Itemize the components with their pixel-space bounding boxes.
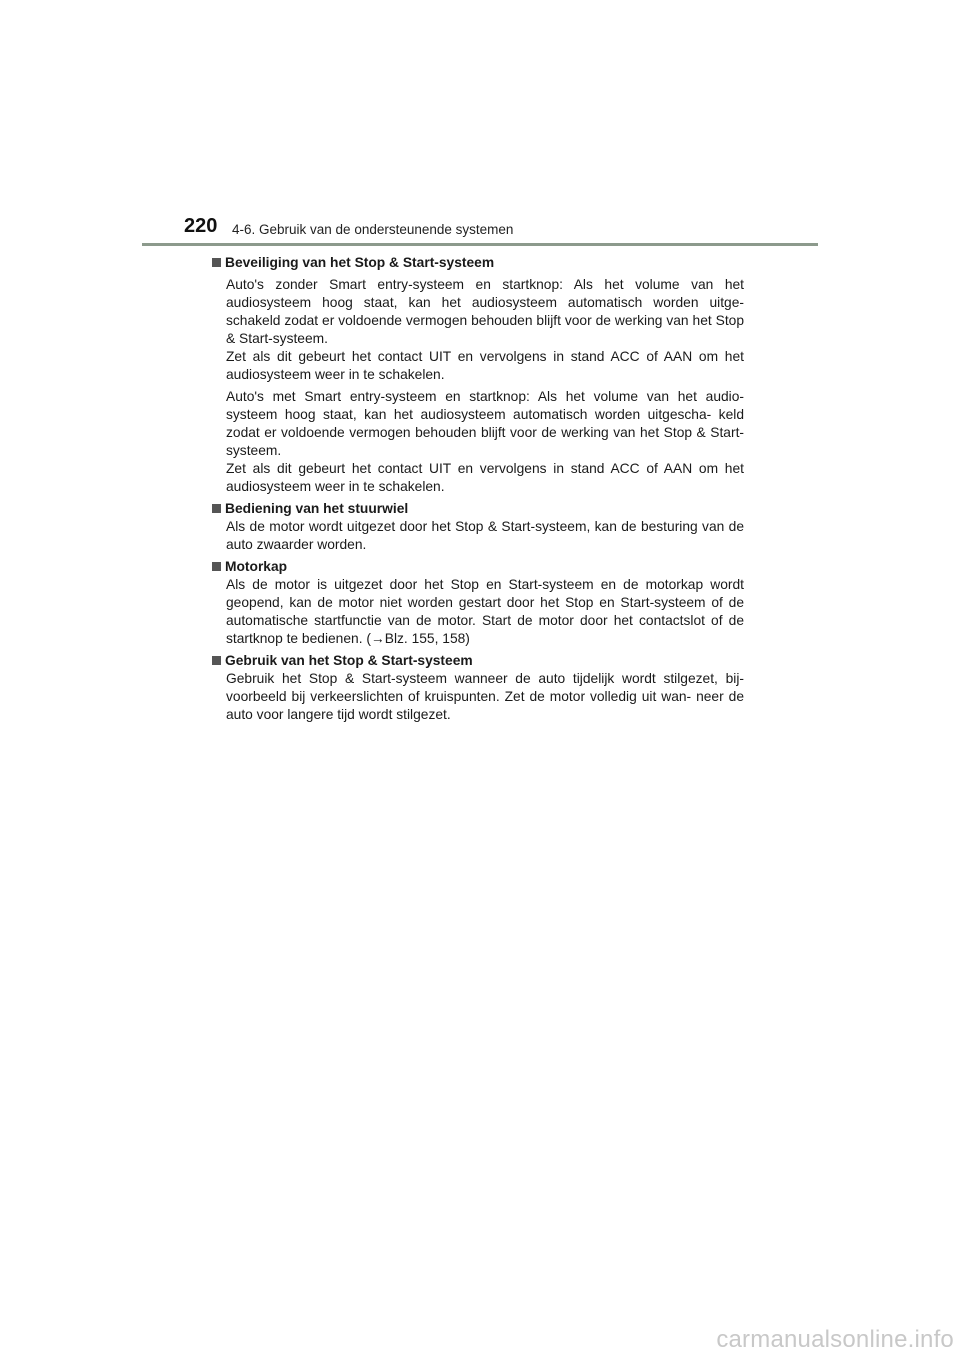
paragraph-line: Zet als dit gebeurt het contact UIT en vervolgens in stand ACC of AAN om het audiosysteem weer in te schakelen. [226, 461, 744, 494]
paragraph-line: Auto's met Smart entry-systeem en startknop: Als het volume van het audio- systeem hoog staat, kan het audiosysteem automatisch worden uitgescha- keld zodat er voldoende vermogen behouden blijft voor de werking van het Stop & Start-systeem. [226, 389, 744, 458]
section-body [212, 518, 744, 554]
section-title: Motorkap [225, 559, 288, 574]
paragraph [226, 388, 744, 496]
paragraph-line: Auto's zonder Smart entry-systeem en startknop: Als het volume van het audiosysteem hoog staat, kan het audiosysteem automatisch worden uitge- schakeld zodat er voldoende vermogen behouden blijft voor de werking van het Stop & Start-systeem. [226, 277, 744, 346]
section-title: Bediening van het stuurwiel [225, 501, 409, 516]
section-body [212, 576, 744, 648]
paragraph-line: Gebruik het Stop & Start-systeem wanneer de auto tijdelijk wordt stilgezet, bij- voorbeeld bij verkeerslichten of kruispunten. Zet de motor volledig uit wan- neer de auto voor langere tijd wordt stilgezet. [226, 671, 744, 722]
square-bullet-icon [212, 562, 221, 571]
section-body [212, 276, 744, 496]
paragraph-line: Zet als dit gebeurt het contact UIT en vervolgens in stand ACC of AAN om het audiosysteem weer in te schakelen. [226, 349, 744, 382]
section-title: Gebruik van het Stop & Start-systeem [225, 653, 473, 668]
running-head: 4-6. Gebruik van de ondersteunende systemen [232, 222, 514, 237]
section-heading [212, 254, 744, 272]
paragraph [226, 276, 744, 384]
paragraph-line: Als de motor is uitgezet door het Stop en Start-systeem en de motorkap wordt geopend, kan de motor niet worden gestart door het Stop en Start-systeem of de automatische startfunctie van de motor. Start de motor door het contactslot of de startknop te bedienen. (→Blz. 155, 158) [226, 577, 744, 646]
section-heading [212, 558, 744, 576]
paragraph-line: Als de motor wordt uitgezet door het Stop & Start-systeem, kan de besturing van de auto zwaarder worden. [226, 519, 744, 552]
section-beveiliging [212, 254, 744, 496]
page-number: 220 [184, 215, 218, 237]
section-heading [212, 652, 744, 670]
header-rule [142, 243, 818, 246]
section-stuurwiel [212, 500, 744, 554]
section-heading [212, 500, 744, 518]
section-gebruik [212, 652, 744, 724]
square-bullet-icon [212, 656, 221, 665]
section-title: Beveiliging van het Stop & Start-systeem [225, 255, 495, 270]
watermark: carmanualsonline.info [716, 1326, 954, 1353]
section-motorkap [212, 558, 744, 648]
square-bullet-icon [212, 504, 221, 513]
section-body [212, 670, 744, 724]
page-content [212, 254, 744, 728]
square-bullet-icon [212, 258, 221, 267]
